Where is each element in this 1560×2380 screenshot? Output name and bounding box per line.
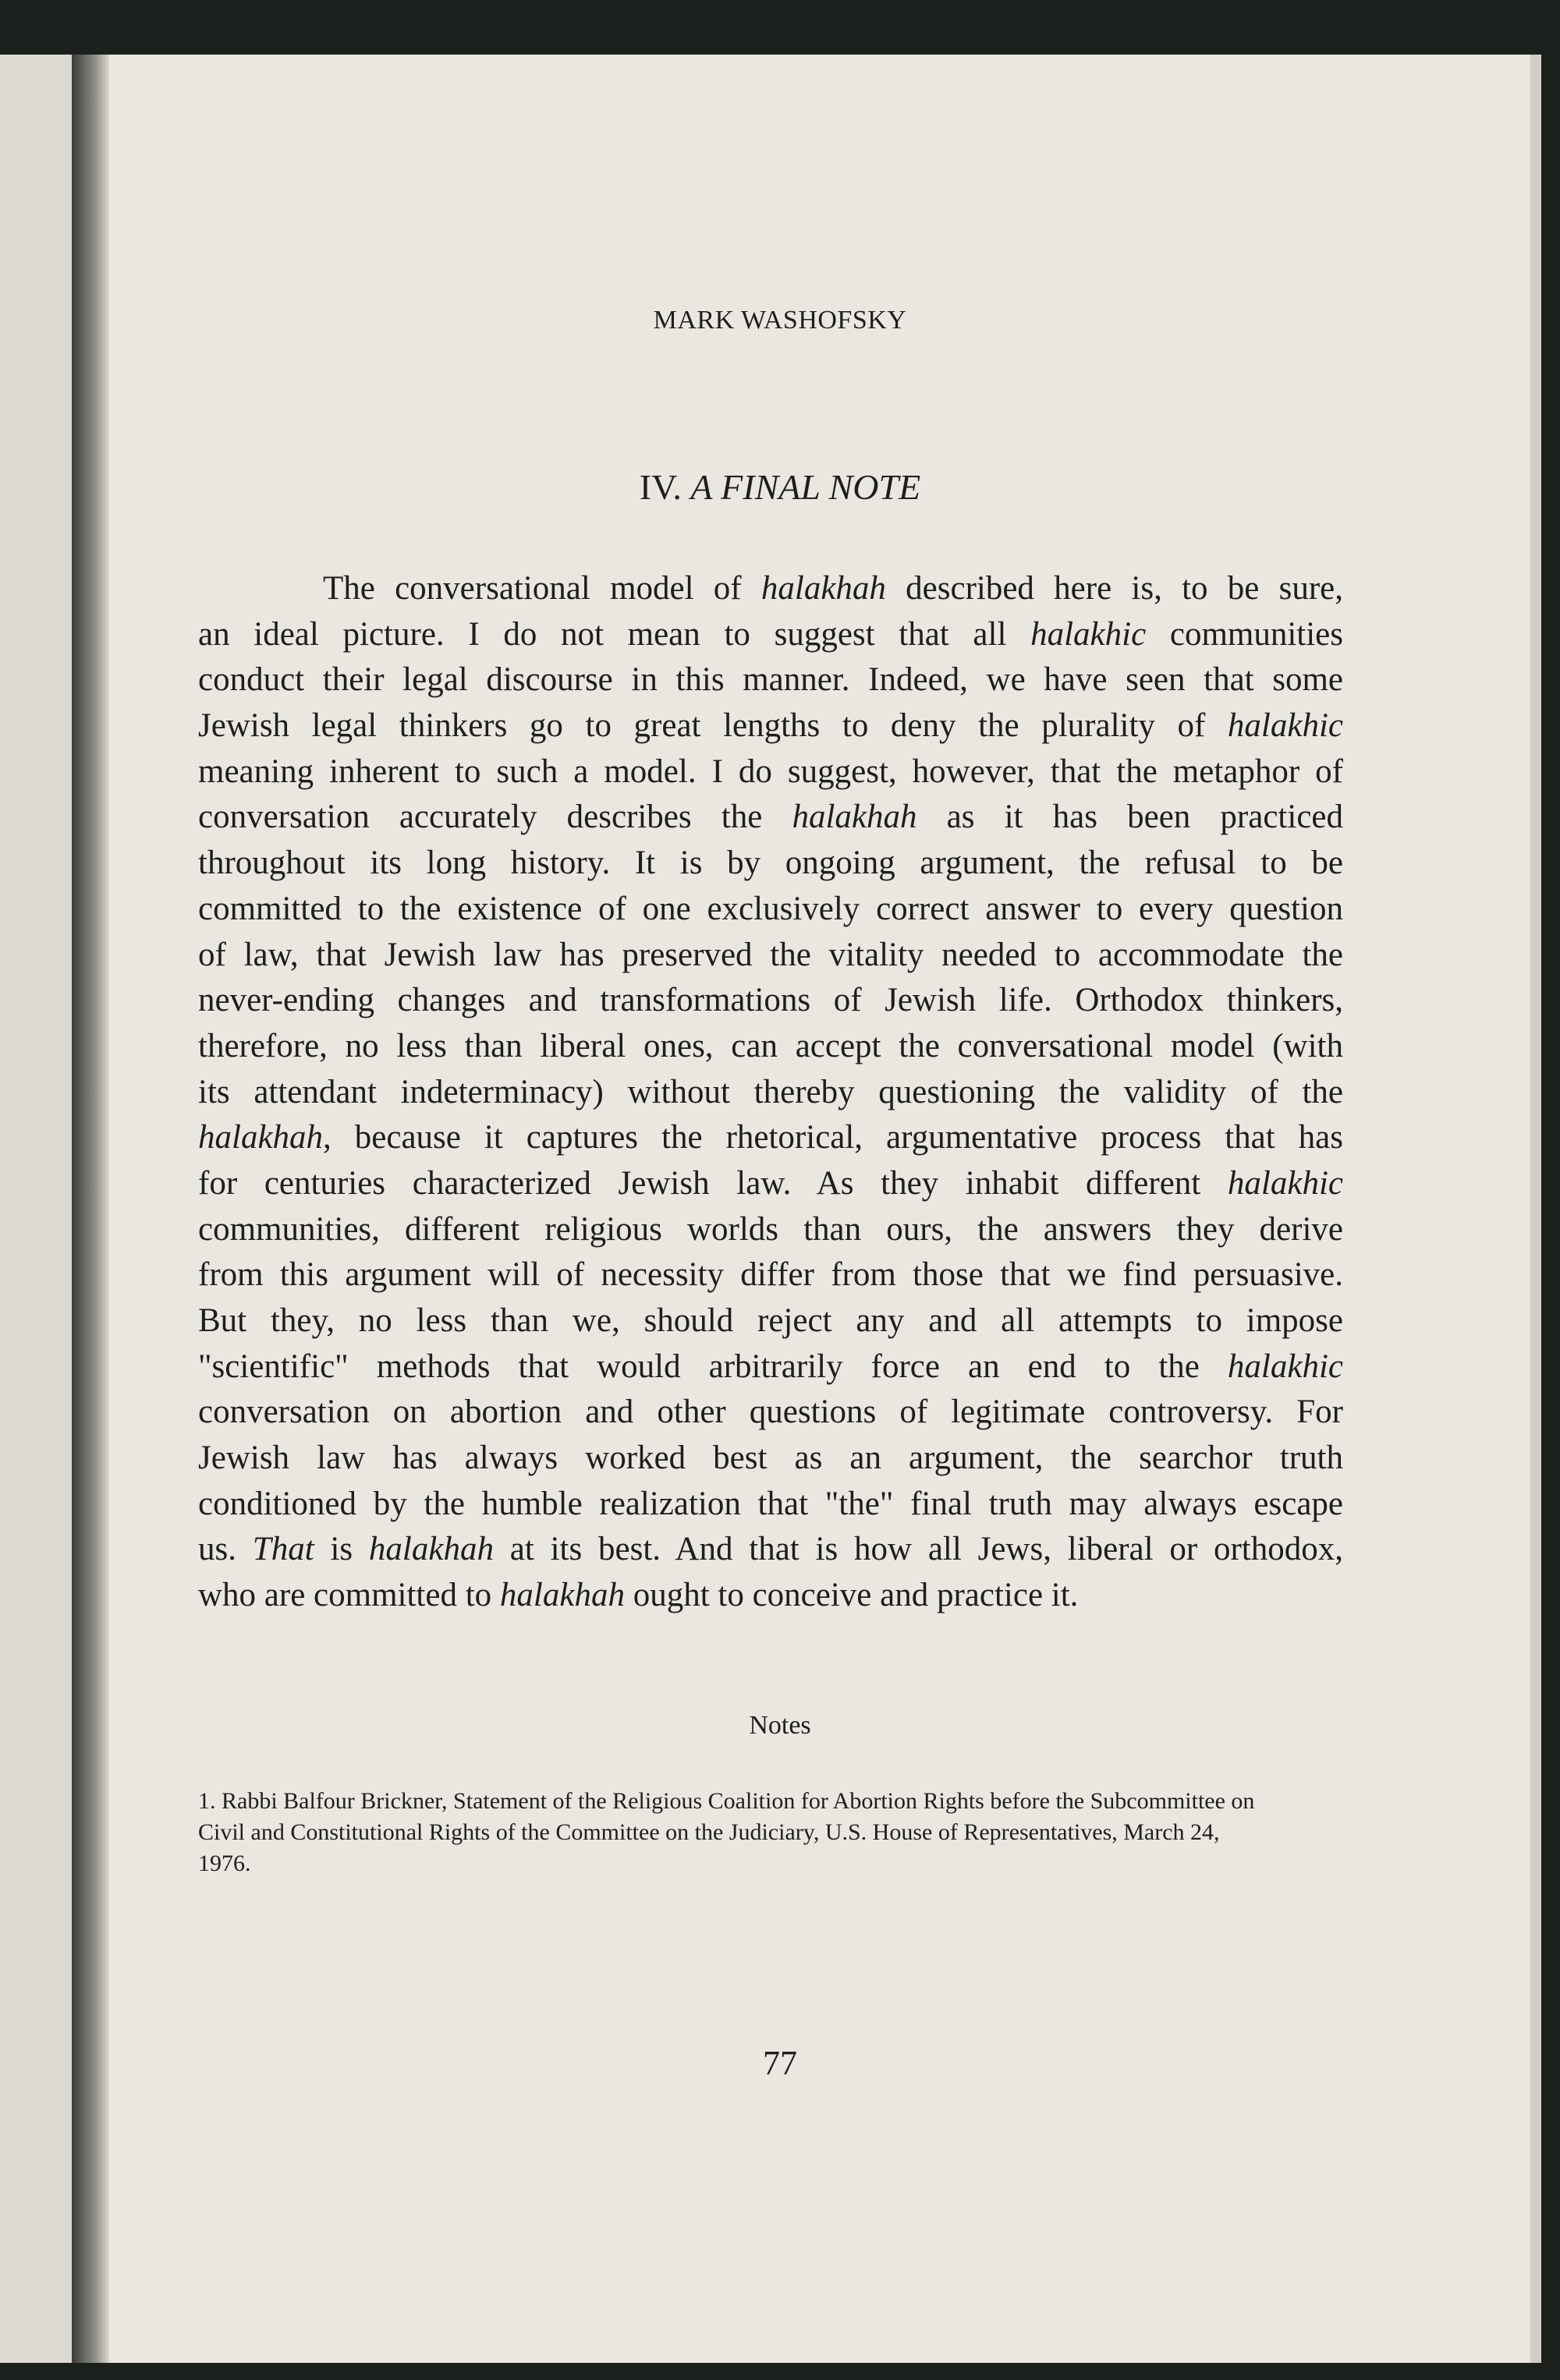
text-line bbox=[198, 1390, 1343, 1436]
footnote-text: Rabbi Balfour Brickner, Statement of the Religious Coalition for Abortion Rights before the Subcommittee on Civil and Constitutional Rights of the Committee on the Judiciary, U.S. House of Representatives, March 24, 1976. bbox=[198, 1788, 1255, 1876]
text-line bbox=[198, 887, 1343, 933]
text-segment: throughout its long history. It is by ongoing argument, the refusal to be bbox=[198, 845, 1343, 882]
text-segment: at its best. And that is how all Jews, liberal or orthodox, bbox=[493, 1531, 1344, 1568]
text-line bbox=[198, 1115, 1343, 1161]
text-line bbox=[198, 657, 1343, 703]
text-segment: from this argument will of necessity differ from those that we find persuasive. bbox=[198, 1256, 1343, 1294]
italic-term: halakhah bbox=[792, 799, 917, 836]
notes-heading: Notes bbox=[749, 1711, 811, 1740]
text-segment: as it has been practiced bbox=[916, 799, 1343, 836]
text-segment: conduct their legal discourse in this manner. Indeed, we have seen that some bbox=[198, 661, 1343, 699]
text-segment: The conversational model of bbox=[323, 570, 761, 607]
text-line bbox=[198, 749, 1343, 795]
text-segment: of law, that Jewish law has preserved the vitality needed to accommodate the bbox=[198, 936, 1343, 973]
text-segment: communities, different religious worlds than ours, the answers they derive bbox=[198, 1210, 1343, 1248]
text-segment: described here is, to be sure, bbox=[885, 570, 1343, 607]
section-title: A FINAL NOTE bbox=[690, 467, 921, 507]
text-segment: communities bbox=[1146, 615, 1343, 653]
text-segment: is bbox=[314, 1531, 369, 1568]
text-segment: "scientific" methods that would arbitrarily force an end to the bbox=[198, 1348, 1228, 1385]
text-line bbox=[198, 841, 1343, 887]
text-line bbox=[198, 795, 1343, 841]
page-number: 77 bbox=[763, 2044, 797, 2082]
italic-term: halakhic bbox=[1227, 1164, 1343, 1202]
text-segment: committed to the existence of one exclusively correct answer to every question bbox=[198, 890, 1343, 927]
section-heading bbox=[0, 466, 1560, 508]
section-number: IV. bbox=[639, 467, 682, 507]
text-line bbox=[198, 1573, 1343, 1619]
page-stack-edge bbox=[1530, 55, 1541, 2363]
running-head: MARK WASHOFSKY bbox=[653, 306, 907, 335]
italic-term: That bbox=[252, 1531, 314, 1568]
text-segment: Jewish legal thinkers go to great lengths to deny the plurality of bbox=[198, 707, 1228, 745]
text-segment: Jewish law has always worked best as an argument, the searchor truth bbox=[198, 1440, 1343, 1477]
italic-term: halakhah bbox=[368, 1531, 494, 1568]
italic-term: halakhah bbox=[499, 1577, 625, 1614]
italic-term: halakhic bbox=[1227, 1348, 1343, 1385]
previous-page-edge bbox=[0, 55, 72, 2363]
text-segment: never-ending changes and transformations of Jewish life. Orthodox thinkers, bbox=[198, 982, 1343, 1019]
text-line bbox=[198, 612, 1343, 658]
footnote-1 bbox=[198, 1786, 1259, 1879]
italic-term: halakhah bbox=[760, 570, 886, 607]
text-line bbox=[198, 1024, 1343, 1070]
text-line bbox=[198, 1298, 1343, 1344]
text-line bbox=[198, 1436, 1343, 1482]
italic-term: halakhic bbox=[1030, 615, 1147, 653]
text-line bbox=[198, 1070, 1343, 1116]
text-line bbox=[198, 1161, 1343, 1207]
text-line bbox=[198, 1252, 1343, 1298]
text-line bbox=[198, 1207, 1343, 1253]
text-segment: its attendant indeterminacy) without thereby questioning the validity of the bbox=[198, 1073, 1343, 1110]
text-segment: ought to conceive and practice it. bbox=[624, 1577, 1079, 1614]
text-segment: us. bbox=[198, 1531, 253, 1568]
text-line bbox=[198, 566, 1343, 612]
text-segment: conversation accurately describes the bbox=[198, 799, 792, 836]
text-segment: conditioned by the humble realization that "the" final truth may always escape bbox=[198, 1485, 1343, 1522]
text-segment: an ideal picture. I do not mean to suggest that all bbox=[198, 615, 1031, 653]
footnote-number: 1. bbox=[198, 1788, 216, 1814]
text-line bbox=[198, 703, 1343, 749]
text-line bbox=[198, 1527, 1343, 1573]
text-segment: who are committed to bbox=[198, 1577, 500, 1614]
text-segment: , because it captures the rhetorical, argumentative process that has bbox=[323, 1119, 1343, 1156]
text-segment: But they, no less than we, should reject any and all attempts to impose bbox=[198, 1302, 1343, 1339]
italic-term: halakhah bbox=[198, 1119, 324, 1156]
text-segment: meaning inherent to such a model. I do suggest, however, that the metaphor of bbox=[198, 753, 1343, 790]
text-line bbox=[198, 1482, 1343, 1528]
text-line bbox=[198, 933, 1343, 979]
text-segment: for centuries characterized Jewish law. As they inhabit different bbox=[198, 1164, 1228, 1202]
body-paragraph bbox=[198, 566, 1343, 1619]
text-line bbox=[198, 978, 1343, 1024]
text-segment: conversation on abortion and other questions of legitimate controversy. For bbox=[198, 1394, 1343, 1431]
book-gutter bbox=[72, 55, 109, 2363]
text-segment: therefore, no less than liberal ones, can accept the conversational model (with bbox=[198, 1027, 1343, 1064]
text-line bbox=[198, 1344, 1343, 1390]
italic-term: halakhic bbox=[1227, 707, 1343, 745]
